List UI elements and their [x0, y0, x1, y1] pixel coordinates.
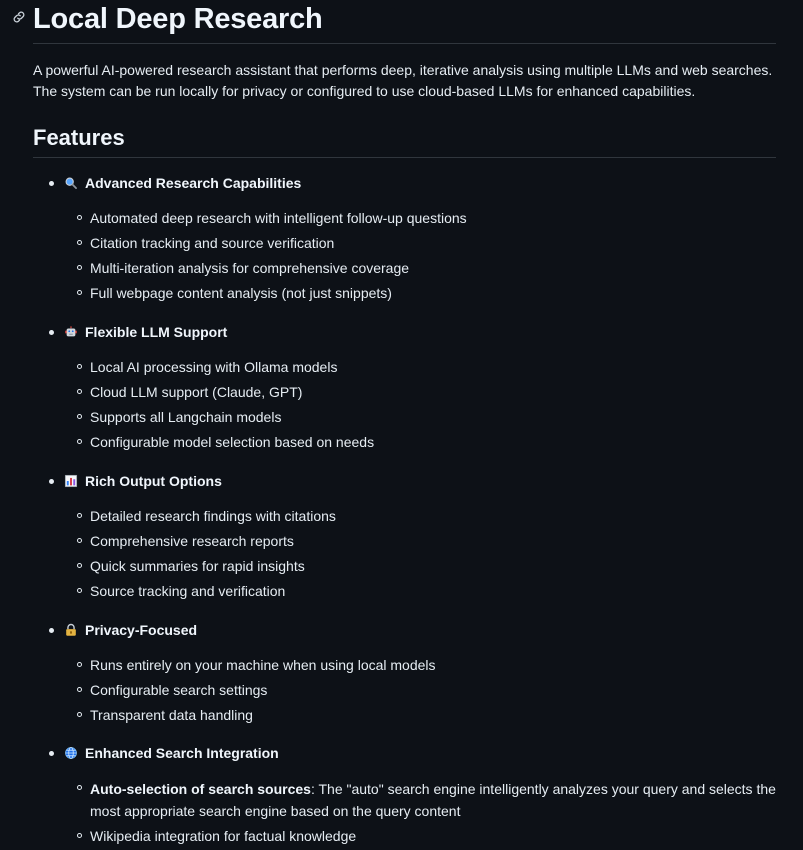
feature-flexible-llm	[49, 321, 780, 457]
list-item: Detailed research findings with citations	[49, 506, 780, 527]
list-item: Configurable search settings	[49, 680, 780, 701]
feature-list	[49, 655, 780, 726]
feature-heading	[49, 470, 780, 492]
list-item: Full webpage content analysis (not just snippets)	[49, 283, 780, 304]
feature-title: Rich Output Options	[85, 473, 222, 489]
list-item: Wikipedia integration for factual knowledge	[49, 826, 780, 847]
page-title: Local Deep Research	[33, 3, 323, 35]
features-divider	[33, 157, 776, 158]
link-icon[interactable]	[12, 10, 26, 24]
feature-heading	[49, 321, 780, 343]
magnifying-glass-icon	[64, 176, 78, 190]
feature-title: Enhanced Search Integration	[85, 745, 279, 761]
list-item: Runs entirely on your machine when using local models	[49, 655, 780, 676]
feature-heading	[49, 619, 780, 641]
list-item: Transparent data handling	[49, 705, 780, 726]
list-item: Supports all Langchain models	[49, 407, 780, 428]
list-item: Local AI processing with Ollama models	[49, 357, 780, 378]
robot-icon	[64, 325, 78, 339]
list-item	[49, 778, 780, 822]
bar-chart-icon	[64, 474, 78, 488]
globe-icon	[64, 746, 78, 760]
feature-title: Privacy-Focused	[85, 622, 198, 638]
list-item: Quick summaries for rapid insights	[49, 556, 780, 577]
feature-enhanced-search	[49, 742, 780, 850]
list-item-strong: Auto-selection of search sources	[90, 781, 311, 797]
feature-list	[49, 357, 780, 453]
feature-rich-output	[49, 470, 780, 606]
list-item: Citation tracking and source verification	[49, 233, 780, 254]
feature-list	[49, 208, 780, 304]
list-item: Automated deep research with intelligent follow-up questions	[49, 208, 780, 229]
feature-list	[49, 506, 780, 602]
intro-paragraph: A powerful AI-powered research assistant that performs deep, iterative analysis using multiple LLMs and web searches. The system can be run locally for privacy or configured to use cloud-based LLMs for enhanced capabilities.	[33, 62, 773, 99]
list-item: Source tracking and verification	[49, 581, 780, 602]
list-item: Cloud LLM support (Claude, GPT)	[49, 382, 780, 403]
feature-title: Flexible LLM Support	[85, 324, 228, 340]
feature-list	[49, 778, 780, 847]
features-heading: Features	[33, 125, 125, 150]
feature-advanced-research	[49, 172, 780, 308]
list-item: Configurable model selection based on needs	[49, 432, 780, 453]
title-divider	[33, 43, 776, 44]
list-item: Multi-iteration analysis for comprehensive coverage	[49, 258, 780, 279]
feature-heading	[49, 742, 780, 764]
lock-icon	[64, 623, 78, 637]
list-item: Comprehensive research reports	[49, 531, 780, 552]
feature-privacy-focused	[49, 619, 780, 730]
feature-heading	[49, 172, 780, 194]
list-item-text: : The "auto" search engine intelligently analyzes your query and selects the most appropriate search engine based on the query content	[90, 781, 776, 819]
feature-title: Advanced Research Capabilities	[85, 175, 302, 191]
